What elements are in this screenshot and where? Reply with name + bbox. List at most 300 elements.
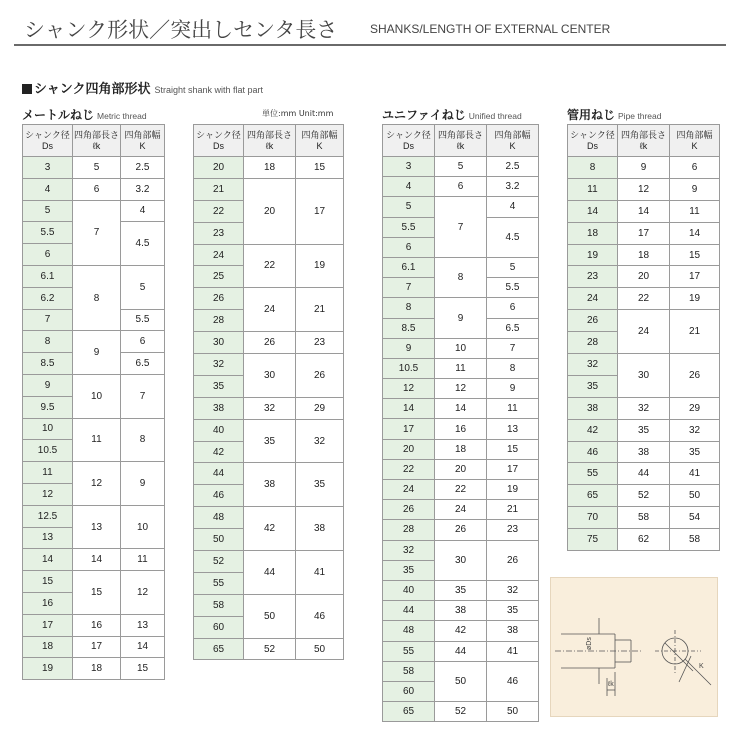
- table-row: [568, 507, 720, 529]
- cell-k: 4.5: [121, 222, 165, 266]
- cell-ds: 30: [194, 332, 244, 354]
- cell-lk: 10: [435, 338, 487, 358]
- cell-ds: 28: [383, 520, 435, 540]
- cell-k: 21: [296, 288, 344, 332]
- cell-ds: 25: [194, 266, 244, 288]
- cell-k: 11: [121, 549, 165, 571]
- cell-lk: 38: [244, 463, 296, 507]
- cell-lk: 62: [618, 529, 670, 551]
- cell-ds: 28: [568, 332, 618, 354]
- cell-k: 26: [487, 540, 539, 580]
- cell-ds: 19: [568, 244, 618, 266]
- cell-k: 8: [121, 418, 165, 462]
- table-row: [383, 157, 539, 177]
- table-row: [23, 636, 165, 658]
- cell-lk: 52: [244, 638, 296, 660]
- cell-ds: 9: [23, 374, 73, 396]
- cell-ds: 8.5: [383, 318, 435, 338]
- cell-lk: 22: [618, 288, 670, 310]
- table-row: [383, 500, 539, 520]
- cell-lk: 14: [73, 549, 121, 571]
- cell-ds: 10: [23, 418, 73, 440]
- cell-ds: 38: [194, 397, 244, 419]
- cell-lk: 10: [73, 374, 121, 418]
- cell-lk: 24: [435, 500, 487, 520]
- cell-lk: 7: [73, 200, 121, 265]
- cell-ds: 19: [23, 658, 73, 680]
- cell-ds: 9.5: [23, 396, 73, 418]
- table-row: [568, 222, 720, 244]
- cell-ds: 26: [194, 288, 244, 310]
- cell-k: 15: [487, 439, 539, 459]
- cell-ds: 35: [383, 560, 435, 580]
- cell-k: 17: [296, 178, 344, 244]
- metric-title-ja: メートルねじ: [22, 108, 95, 122]
- table-row: [568, 266, 720, 288]
- table-row: [194, 463, 344, 485]
- cell-lk: 12: [73, 462, 121, 506]
- cell-k: 2.5: [121, 157, 165, 179]
- cell-ds: 42: [194, 441, 244, 463]
- cell-k: 41: [670, 463, 720, 485]
- cell-lk: 8: [73, 265, 121, 330]
- metric-title: [22, 106, 147, 123]
- cell-k: 19: [670, 288, 720, 310]
- cell-lk: 38: [435, 601, 487, 621]
- cell-lk: 22: [244, 244, 296, 288]
- cell-k: 3.2: [487, 177, 539, 197]
- cell-ds: 55: [383, 641, 435, 661]
- cell-k: 29: [296, 397, 344, 419]
- cell-k: 12: [121, 571, 165, 615]
- section-title: [22, 78, 263, 97]
- cell-k: 13: [121, 614, 165, 636]
- unified-title: [382, 106, 522, 123]
- cell-lk: 38: [618, 441, 670, 463]
- cell-k: 21: [487, 500, 539, 520]
- table-row: [194, 551, 344, 573]
- cell-ds: 55: [568, 463, 618, 485]
- table-row: [568, 463, 720, 485]
- cell-ds: 24: [194, 244, 244, 266]
- cell-ds: 44: [194, 463, 244, 485]
- col-header-ds: シャンク径 Ds: [568, 125, 618, 157]
- cell-k: 35: [296, 463, 344, 507]
- cell-ds: 35: [568, 375, 618, 397]
- cell-ds: 17: [383, 419, 435, 439]
- table-row: [23, 200, 165, 222]
- cell-k: 9: [487, 379, 539, 399]
- cell-ds: 42: [568, 419, 618, 441]
- table-row: [568, 178, 720, 200]
- diagram-label-ds: øDs: [586, 637, 593, 650]
- table-row: [383, 661, 539, 681]
- cell-lk: 16: [73, 614, 121, 636]
- cell-ds: 6: [23, 244, 73, 266]
- cell-ds: 24: [568, 288, 618, 310]
- cell-ds: 22: [383, 459, 435, 479]
- cell-lk: 18: [73, 658, 121, 680]
- cell-lk: 58: [618, 507, 670, 529]
- table-row: [383, 439, 539, 459]
- table-row: [383, 601, 539, 621]
- section-title-ja: シャンク四角部形状: [34, 82, 151, 97]
- cell-lk: 42: [435, 621, 487, 641]
- cell-ds: 65: [568, 485, 618, 507]
- cell-k: 9: [670, 178, 720, 200]
- cell-k: 26: [296, 354, 344, 398]
- cell-ds: 65: [194, 638, 244, 660]
- table-row: [383, 621, 539, 641]
- table-row: [383, 399, 539, 419]
- cell-ds: 48: [383, 621, 435, 641]
- cell-k: 19: [487, 480, 539, 500]
- cell-lk: 14: [435, 399, 487, 419]
- cell-lk: 32: [618, 397, 670, 419]
- cell-k: 7: [121, 374, 165, 418]
- table-row: [194, 638, 344, 660]
- cell-lk: 18: [244, 157, 296, 179]
- cell-lk: 13: [73, 505, 121, 549]
- cell-k: 38: [487, 621, 539, 641]
- cell-k: 14: [670, 222, 720, 244]
- cell-lk: 18: [618, 244, 670, 266]
- cell-ds: 12: [383, 379, 435, 399]
- cell-ds: 58: [194, 594, 244, 616]
- pipe-title-ja: 管用ねじ: [567, 108, 616, 122]
- table-row: [194, 397, 344, 419]
- cell-ds: 7: [383, 278, 435, 298]
- col-header-lk: 四角部長さ ℓk: [244, 125, 296, 157]
- cell-lk: 24: [618, 310, 670, 354]
- col-header-lk: 四角部長さ ℓk: [618, 125, 670, 157]
- cell-lk: 20: [618, 266, 670, 288]
- table-row: [23, 374, 165, 396]
- cell-k: 6: [487, 298, 539, 318]
- cell-ds: 20: [194, 157, 244, 179]
- cell-k: 10: [121, 505, 165, 549]
- cell-ds: 4: [23, 178, 73, 200]
- cell-lk: 20: [435, 459, 487, 479]
- cell-k: 7: [487, 338, 539, 358]
- table-row: [23, 505, 165, 527]
- table-row: [568, 200, 720, 222]
- cell-ds: 8: [23, 331, 73, 353]
- cell-ds: 60: [383, 681, 435, 701]
- cell-ds: 8: [383, 298, 435, 318]
- cell-ds: 35: [194, 375, 244, 397]
- cell-ds: 38: [568, 397, 618, 419]
- cell-lk: 16: [435, 419, 487, 439]
- table-row: [23, 157, 165, 179]
- cell-ds: 46: [194, 485, 244, 507]
- unified-title-ja: ユニファイねじ: [382, 108, 466, 122]
- cell-ds: 44: [383, 601, 435, 621]
- metric-table-1: [22, 124, 165, 680]
- table-row: [23, 658, 165, 680]
- cell-ds: 32: [383, 540, 435, 560]
- cell-ds: 8: [568, 157, 618, 179]
- cell-k: 5.5: [487, 278, 539, 298]
- cell-lk: 42: [244, 507, 296, 551]
- cell-ds: 3: [23, 157, 73, 179]
- cell-lk: 35: [618, 419, 670, 441]
- cell-k: 14: [121, 636, 165, 658]
- col-header-k: 四角部幅 K: [296, 125, 344, 157]
- cell-k: 58: [670, 529, 720, 551]
- pipe-title: [567, 106, 662, 123]
- cell-lk: 17: [73, 636, 121, 658]
- cell-k: 4: [487, 197, 539, 217]
- table-row: [568, 157, 720, 179]
- cell-ds: 18: [568, 222, 618, 244]
- table-row: [194, 288, 344, 310]
- cell-ds: 26: [383, 500, 435, 520]
- table-row: [568, 419, 720, 441]
- cell-k: 38: [296, 507, 344, 551]
- cell-ds: 28: [194, 310, 244, 332]
- table-row: [23, 418, 165, 440]
- cell-ds: 5.5: [383, 217, 435, 237]
- cell-lk: 20: [244, 178, 296, 244]
- col-header-k: 四角部幅 K: [487, 125, 539, 157]
- cell-lk: 9: [618, 157, 670, 179]
- col-header-k: 四角部幅 K: [121, 125, 165, 157]
- table-row: [383, 702, 539, 722]
- cell-k: 50: [487, 702, 539, 722]
- table-row: [383, 459, 539, 479]
- table-row: [23, 178, 165, 200]
- table-row: [194, 157, 344, 179]
- cell-k: 3.2: [121, 178, 165, 200]
- table-row: [23, 614, 165, 636]
- cell-k: 29: [670, 397, 720, 419]
- cell-lk: 50: [244, 594, 296, 638]
- cell-lk: 26: [244, 332, 296, 354]
- cell-k: 9: [121, 462, 165, 506]
- cell-ds: 23: [194, 222, 244, 244]
- cell-lk: 12: [618, 178, 670, 200]
- cell-ds: 40: [383, 580, 435, 600]
- cell-ds: 32: [568, 354, 618, 376]
- cell-ds: 46: [568, 441, 618, 463]
- cell-k: 4.5: [487, 217, 539, 257]
- table-row: [568, 441, 720, 463]
- cell-lk: 5: [435, 157, 487, 177]
- cell-ds: 6.1: [23, 265, 73, 287]
- table-row: [383, 338, 539, 358]
- cell-lk: 26: [435, 520, 487, 540]
- table-row: [383, 379, 539, 399]
- cell-k: 23: [487, 520, 539, 540]
- cell-k: 46: [296, 594, 344, 638]
- cell-lk: 9: [73, 331, 121, 375]
- table-row: [568, 288, 720, 310]
- cell-ds: 75: [568, 529, 618, 551]
- col-header-lk: 四角部長さ ℓk: [73, 125, 121, 157]
- table-row: [383, 257, 539, 277]
- table-row: [383, 177, 539, 197]
- cell-k: 4: [121, 200, 165, 222]
- table-row: [23, 331, 165, 353]
- cell-k: 5: [121, 265, 165, 309]
- col-header-ds: シャンク径 Ds: [194, 125, 244, 157]
- cell-ds: 6: [383, 237, 435, 257]
- table-row: [23, 549, 165, 571]
- cell-ds: 15: [23, 571, 73, 593]
- cell-lk: 52: [435, 702, 487, 722]
- table-row: [383, 641, 539, 661]
- table-row: [383, 540, 539, 560]
- table-row: [383, 298, 539, 318]
- cell-k: 15: [296, 157, 344, 179]
- cell-ds: 14: [23, 549, 73, 571]
- cell-k: 41: [487, 641, 539, 661]
- page-header: [14, 12, 726, 46]
- cell-ds: 70: [568, 507, 618, 529]
- cell-k: 17: [670, 266, 720, 288]
- cell-ds: 20: [383, 439, 435, 459]
- pipe-title-en: Pipe thread: [618, 111, 662, 121]
- table-row: [383, 480, 539, 500]
- cell-k: 23: [296, 332, 344, 354]
- metric-table-2: [193, 124, 344, 660]
- cell-lk: 11: [435, 358, 487, 378]
- table-row: [23, 571, 165, 593]
- cell-k: 17: [487, 459, 539, 479]
- cell-lk: 35: [244, 419, 296, 463]
- cell-ds: 40: [194, 419, 244, 441]
- cell-k: 5.5: [121, 309, 165, 331]
- square-bullet-icon: [22, 84, 32, 94]
- cell-lk: 7: [435, 197, 487, 258]
- cell-ds: 14: [383, 399, 435, 419]
- table-row: [568, 485, 720, 507]
- cell-lk: 44: [618, 463, 670, 485]
- cell-k: 35: [487, 601, 539, 621]
- table-row: [568, 354, 720, 376]
- cell-lk: 22: [435, 480, 487, 500]
- col-header-ds: シャンク径 Ds: [383, 125, 435, 157]
- table-row: [23, 265, 165, 287]
- cell-k: 6: [670, 157, 720, 179]
- cell-k: 15: [670, 244, 720, 266]
- cell-k: 32: [670, 419, 720, 441]
- cell-k: 5: [487, 257, 539, 277]
- cell-lk: 14: [618, 200, 670, 222]
- table-row: [568, 529, 720, 551]
- diagram-label-lk: ℓk: [608, 681, 614, 688]
- cell-ds: 22: [194, 200, 244, 222]
- cell-k: 32: [296, 419, 344, 463]
- cell-lk: 50: [435, 661, 487, 701]
- cell-k: 50: [670, 485, 720, 507]
- cell-ds: 14: [568, 200, 618, 222]
- unified-table: [382, 124, 539, 722]
- cell-k: 2.5: [487, 157, 539, 177]
- table-row: [23, 462, 165, 484]
- cell-lk: 18: [435, 439, 487, 459]
- cell-ds: 17: [23, 614, 73, 636]
- cell-lk: 8: [435, 257, 487, 297]
- table-row: [194, 419, 344, 441]
- cell-k: 13: [487, 419, 539, 439]
- unified-title-en: Unified thread: [468, 111, 522, 121]
- cell-lk: 44: [435, 641, 487, 661]
- cell-k: 6: [121, 331, 165, 353]
- shank-drawing-icon: [551, 578, 719, 718]
- cell-lk: 6: [73, 178, 121, 200]
- unit-label: 単位:mm Unit:mm: [262, 109, 334, 118]
- cell-k: 6.5: [487, 318, 539, 338]
- cell-ds: 55: [194, 572, 244, 594]
- col-header-lk: 四角部長さ ℓk: [435, 125, 487, 157]
- cell-lk: 24: [244, 288, 296, 332]
- cell-lk: 5: [73, 157, 121, 179]
- cell-ds: 5: [383, 197, 435, 217]
- cell-ds: 10.5: [23, 440, 73, 462]
- cell-lk: 17: [618, 222, 670, 244]
- cell-ds: 11: [568, 178, 618, 200]
- cell-lk: 30: [435, 540, 487, 580]
- cell-ds: 50: [194, 529, 244, 551]
- table-row: [383, 580, 539, 600]
- cell-ds: 52: [194, 551, 244, 573]
- cell-ds: 12.5: [23, 505, 73, 527]
- cell-ds: 16: [23, 592, 73, 614]
- cell-ds: 13: [23, 527, 73, 549]
- cell-ds: 9: [383, 338, 435, 358]
- cell-lk: 52: [618, 485, 670, 507]
- cell-k: 19: [296, 244, 344, 288]
- cell-k: 46: [487, 661, 539, 701]
- table-row: [383, 419, 539, 439]
- cell-k: 41: [296, 551, 344, 595]
- cell-k: 26: [670, 354, 720, 398]
- col-header-k: 四角部幅 K: [670, 125, 720, 157]
- cell-ds: 4: [383, 177, 435, 197]
- table-row: [383, 520, 539, 540]
- cell-ds: 8.5: [23, 353, 73, 375]
- cell-lk: 12: [435, 379, 487, 399]
- cell-lk: 9: [435, 298, 487, 338]
- table-row: [194, 507, 344, 529]
- cell-lk: 6: [435, 177, 487, 197]
- cell-ds: 21: [194, 178, 244, 200]
- cell-k: 50: [296, 638, 344, 660]
- col-header-ds: シャンク径 Ds: [23, 125, 73, 157]
- cell-ds: 11: [23, 462, 73, 484]
- table-row: [568, 244, 720, 266]
- cell-ds: 58: [383, 661, 435, 681]
- cell-k: 15: [121, 658, 165, 680]
- cell-ds: 32: [194, 354, 244, 376]
- table-row: [383, 197, 539, 217]
- cell-ds: 10.5: [383, 358, 435, 378]
- table-row: [568, 397, 720, 419]
- cell-ds: 3: [383, 157, 435, 177]
- cell-ds: 24: [383, 480, 435, 500]
- cell-lk: 30: [618, 354, 670, 398]
- table-row: [194, 354, 344, 376]
- cell-ds: 23: [568, 266, 618, 288]
- cell-k: 21: [670, 310, 720, 354]
- cell-lk: 15: [73, 571, 121, 615]
- cell-ds: 12: [23, 483, 73, 505]
- cell-k: 32: [487, 580, 539, 600]
- table-row: [194, 594, 344, 616]
- cell-k: 6.5: [121, 353, 165, 375]
